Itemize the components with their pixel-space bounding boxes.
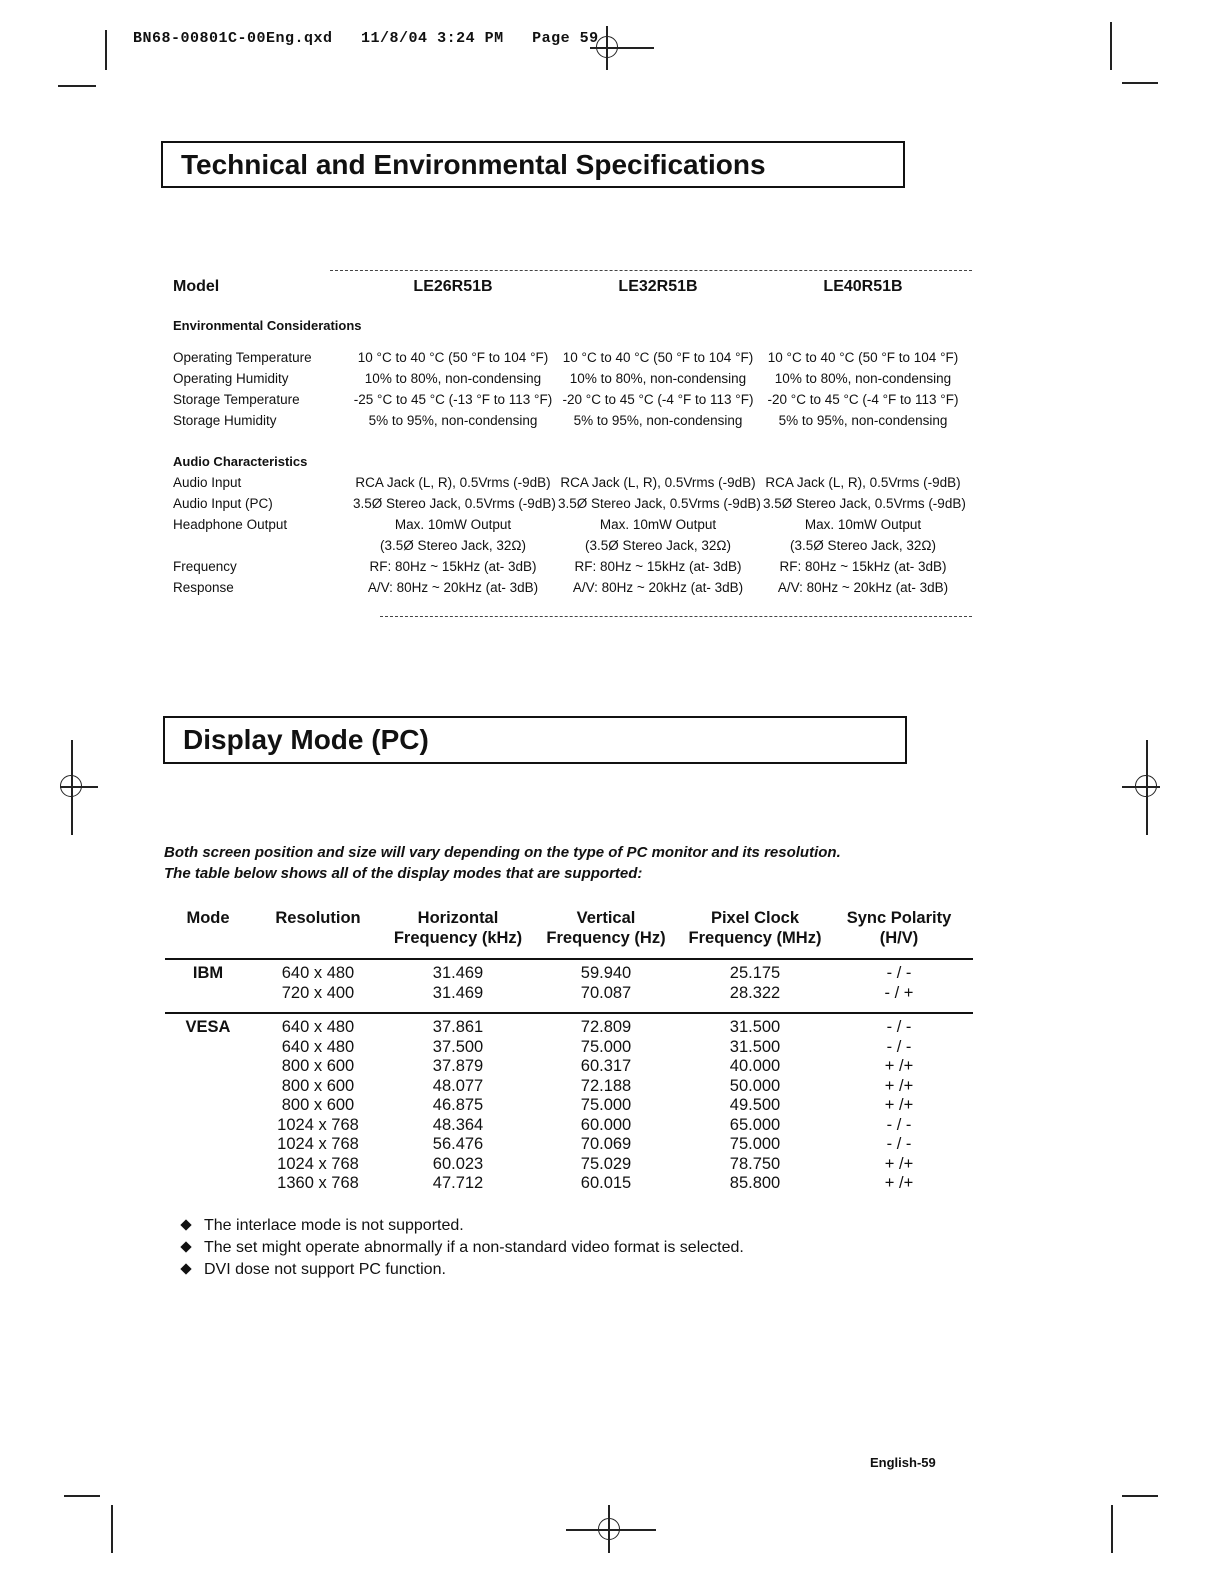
slug-page: Page 59 [532,30,599,47]
spec-value: A/V: 80Hz ~ 20kHz (at- 3dB) [777,580,949,595]
table-row [165,1174,973,1194]
cell-resolution: 1024 x 768 [277,1135,359,1153]
note-text: The set might operate abnormally if a non-standard video format is selected. [204,1239,744,1256]
crop-mark [111,1505,113,1553]
spec-label: Storage Temperature [173,392,300,407]
cell-hfreq: 37.861 [432,1018,484,1036]
crop-mark [105,30,107,70]
page-number: English-59 [870,1455,936,1470]
cell-vfreq: 72.809 [580,1018,632,1036]
divider [380,616,972,617]
spec-value: 10 °C to 40 °C (50 °F to 104 °F) [562,350,754,365]
table-row [165,1038,973,1058]
header-text: Pixel Clock [710,909,800,927]
cell-hfreq: 31.469 [432,983,484,1002]
table-row [165,1155,973,1175]
spec-value: (3.5Ø Stereo Jack, 32Ω) [585,538,731,553]
cell-sync: + /+ [884,1154,914,1173]
cell-resolution: 640 x 480 [281,1018,355,1036]
spec-label: Operating Humidity [173,371,289,386]
crop-mark [71,740,73,835]
cell-hfreq: 56.476 [432,1135,484,1153]
spec-value: 3.5Ø Stereo Jack, 0.5Vrms (-9dB) [353,496,556,511]
cell-vfreq: 60.015 [580,1174,632,1192]
spec-value: 10 °C to 40 °C (50 °F to 104 °F) [357,350,549,365]
crop-mark [64,1495,100,1497]
cell-sync: + /+ [884,1096,914,1114]
spec-value: RF: 80Hz ~ 15kHz (at- 3dB) [369,559,537,574]
spec-row [173,580,973,601]
table-row [165,984,973,1004]
header-text: Sync Polarity [846,909,952,927]
spec-value: RF: 80Hz ~ 15kHz (at- 3dB) [574,559,742,574]
model-name: LE40R51B [823,278,903,295]
note-text: The interlace mode is not supported. [204,1217,464,1234]
spec-value: 10% to 80%, non-condensing [364,371,542,386]
header-resolution [265,908,371,928]
cell-hfreq: 48.364 [432,1115,484,1134]
intro-line: Both screen position and size will vary depending on the type of PC monitor and its resolution. [164,844,841,861]
cell-resolution: 1360 x 768 [277,1174,359,1192]
audio-heading: Audio Characteristics [173,454,308,469]
cell-hfreq: 47.712 [432,1174,484,1192]
header-text: Resolution [275,909,361,927]
spec-value: 10 °C to 40 °C (50 °F to 104 °F) [767,350,959,365]
header-vfreq [537,908,675,948]
spec-value: Max. 10mW Output [599,517,717,532]
table-row [165,1018,973,1038]
cell-pixel-clock: 75.000 [729,1135,781,1153]
cell-vfreq: 75.029 [580,1154,632,1173]
cell-hfreq: 60.023 [432,1154,484,1173]
cell-sync: - / - [886,1115,912,1134]
spec-value: RCA Jack (L, R), 0.5Vrms (-9dB) [355,475,551,490]
cell-hfreq: 37.500 [432,1037,484,1056]
spec-value: 3.5Ø Stereo Jack, 0.5Vrms (-9dB) [558,496,761,511]
cell-sync: - / + [884,983,914,1002]
spec-value: RCA Jack (L, R), 0.5Vrms (-9dB) [560,475,756,490]
cell-resolution: 800 x 600 [281,1096,355,1114]
cell-pixel-clock: 31.500 [729,1018,781,1036]
spec-row [173,538,973,559]
cell-pixel-clock: 28.322 [729,983,781,1002]
model-name: LE26R51B [413,278,493,295]
cell-pixel-clock: 50.000 [729,1076,781,1095]
slug-date: 11/8/04 [361,30,428,47]
cell-sync: - / - [886,1135,912,1153]
header-text: (H/V) [879,929,919,947]
print-slug [133,30,599,47]
spec-row [173,475,973,496]
note-item [180,1237,744,1259]
header-text: Mode [186,909,230,927]
spec-row [173,392,973,413]
cell-resolution: 1024 x 768 [277,1115,359,1134]
spec-value: 5% to 95%, non-condensing [368,413,538,428]
spec-value: 3.5Ø Stereo Jack, 0.5Vrms (-9dB) [763,496,966,511]
header-text: Vertical [576,909,636,927]
cell-sync: - / - [886,964,912,982]
spec-value: (3.5Ø Stereo Jack, 32Ω) [790,538,936,553]
spec-value: 5% to 95%, non-condensing [778,413,948,428]
header-hfreq [383,908,533,948]
tech-section-title: Technical and Environmental Specifications [181,148,766,180]
spec-label: Audio Input (PC) [173,496,273,511]
cell-pixel-clock: 49.500 [729,1096,781,1114]
spec-row [173,413,973,434]
cell-sync: - / - [886,1037,912,1056]
cell-vfreq: 59.940 [580,964,632,982]
table-row [165,1077,973,1097]
spec-label: Operating Temperature [173,350,312,365]
crop-mark [1146,740,1148,835]
crop-mark [60,786,98,788]
crop-mark [1110,22,1112,70]
spec-value: RF: 80Hz ~ 15kHz (at- 3dB) [779,559,947,574]
spec-row [173,371,973,392]
table-rule [165,958,973,960]
cell-vfreq: 60.000 [580,1115,632,1134]
cell-vfreq: 75.000 [580,1096,632,1114]
header-mode [165,908,251,928]
mode-label: IBM [192,964,224,982]
cell-resolution: 640 x 480 [281,1037,355,1056]
cell-pixel-clock: 65.000 [729,1115,781,1134]
slug-file: BN68-00801C-00Eng.qxd [133,30,333,47]
spec-value: -20 °C to 45 °C (-4 °F to 113 °F) [767,392,959,407]
note-item [180,1215,744,1237]
display-intro [164,842,841,884]
notes-list [180,1215,744,1281]
spec-value: A/V: 80Hz ~ 20kHz (at- 3dB) [367,580,539,595]
category-row [173,318,973,350]
display-section-header [163,716,907,764]
mode-label: VESA [185,1018,231,1036]
note-item [180,1259,744,1281]
crop-mark [590,47,654,49]
header-sync-polarity [833,908,965,948]
header-text: Frequency (Hz) [546,929,666,947]
crop-mark [566,1529,656,1531]
cell-vfreq: 72.188 [580,1076,632,1095]
cell-hfreq: 31.469 [432,964,484,982]
table-row [165,1135,973,1155]
spec-table [173,278,973,601]
cell-resolution: 1024 x 768 [277,1154,359,1173]
cell-vfreq: 70.087 [580,983,632,1002]
tech-section-header [161,141,905,188]
cell-hfreq: 48.077 [432,1076,484,1095]
spec-label: Storage Humidity [173,413,277,428]
spec-value: Max. 10mW Output [804,517,922,532]
cell-pixel-clock: 85.800 [729,1174,781,1192]
cell-pixel-clock: 25.175 [729,964,781,982]
cell-sync: + /+ [884,1174,914,1192]
spec-value: A/V: 80Hz ~ 20kHz (at- 3dB) [572,580,744,595]
spec-row [173,350,973,371]
cell-vfreq: 60.317 [580,1057,632,1075]
spec-row [173,496,973,517]
category-row [173,454,973,475]
crop-mark [1111,1505,1113,1553]
crop-mark [1122,82,1158,84]
cell-vfreq: 70.069 [580,1135,632,1153]
spec-value: -20 °C to 45 °C (-4 °F to 113 °F) [562,392,754,407]
intro-line: The table below shows all of the display modes that are supported: [164,865,643,882]
crop-mark [1122,1495,1158,1497]
diamond-bullet-icon [180,1241,191,1252]
spec-value: Max. 10mW Output [394,517,512,532]
spec-label: Audio Input [173,475,242,490]
spec-value: 10% to 80%, non-condensing [569,371,747,386]
slug-time: 3:24 PM [437,30,504,47]
cell-pixel-clock: 31.500 [729,1037,781,1056]
mode-group-vesa [165,1018,973,1194]
cell-pixel-clock: 78.750 [729,1154,781,1173]
cell-sync: + /+ [884,1057,914,1075]
header-text: Frequency (MHz) [688,929,822,947]
spec-value: 10% to 80%, non-condensing [774,371,952,386]
spec-value: 5% to 95%, non-condensing [573,413,743,428]
mode-group-ibm [165,964,973,1003]
spec-row [173,559,973,580]
cell-resolution: 720 x 400 [281,983,355,1002]
cell-sync: - / - [886,1018,912,1036]
cell-hfreq: 46.875 [432,1096,484,1114]
spec-value: -25 °C to 45 °C (-13 °F to 113 °F) [353,392,553,407]
cell-pixel-clock: 40.000 [729,1057,781,1075]
cell-sync: + /+ [884,1076,914,1095]
crop-mark [1122,786,1160,788]
spec-value: RCA Jack (L, R), 0.5Vrms (-9dB) [765,475,961,490]
spec-label: Headphone Output [173,517,288,532]
divider [330,270,972,271]
cell-vfreq: 75.000 [580,1037,632,1056]
env-heading: Environmental Considerations [173,318,362,333]
cell-resolution: 640 x 480 [281,964,355,982]
model-label: Model [173,278,220,295]
table-rule [165,1012,973,1014]
table-row [165,1116,973,1136]
diamond-bullet-icon [180,1219,191,1230]
table-row [165,1096,973,1116]
model-name: LE32R51B [618,278,698,295]
model-row [173,278,973,318]
table-row [165,964,973,984]
header-text: Frequency (kHz) [393,929,523,947]
spacer [173,434,973,454]
cell-hfreq: 37.879 [432,1057,484,1075]
spec-label: Response [173,580,234,595]
crop-mark [58,85,96,87]
spec-value: (3.5Ø Stereo Jack, 32Ω) [380,538,526,553]
spec-row [173,517,973,538]
table-row [165,1057,973,1077]
spec-label: Frequency [173,559,237,574]
cell-resolution: 800 x 600 [281,1057,355,1075]
header-pixel-clock [680,908,830,948]
cell-resolution: 800 x 600 [281,1076,355,1095]
note-text: DVI dose not support PC function. [204,1261,446,1278]
header-text: Horizontal [417,909,499,927]
display-section-title: Display Mode (PC) [183,724,429,755]
diamond-bullet-icon [180,1263,191,1274]
